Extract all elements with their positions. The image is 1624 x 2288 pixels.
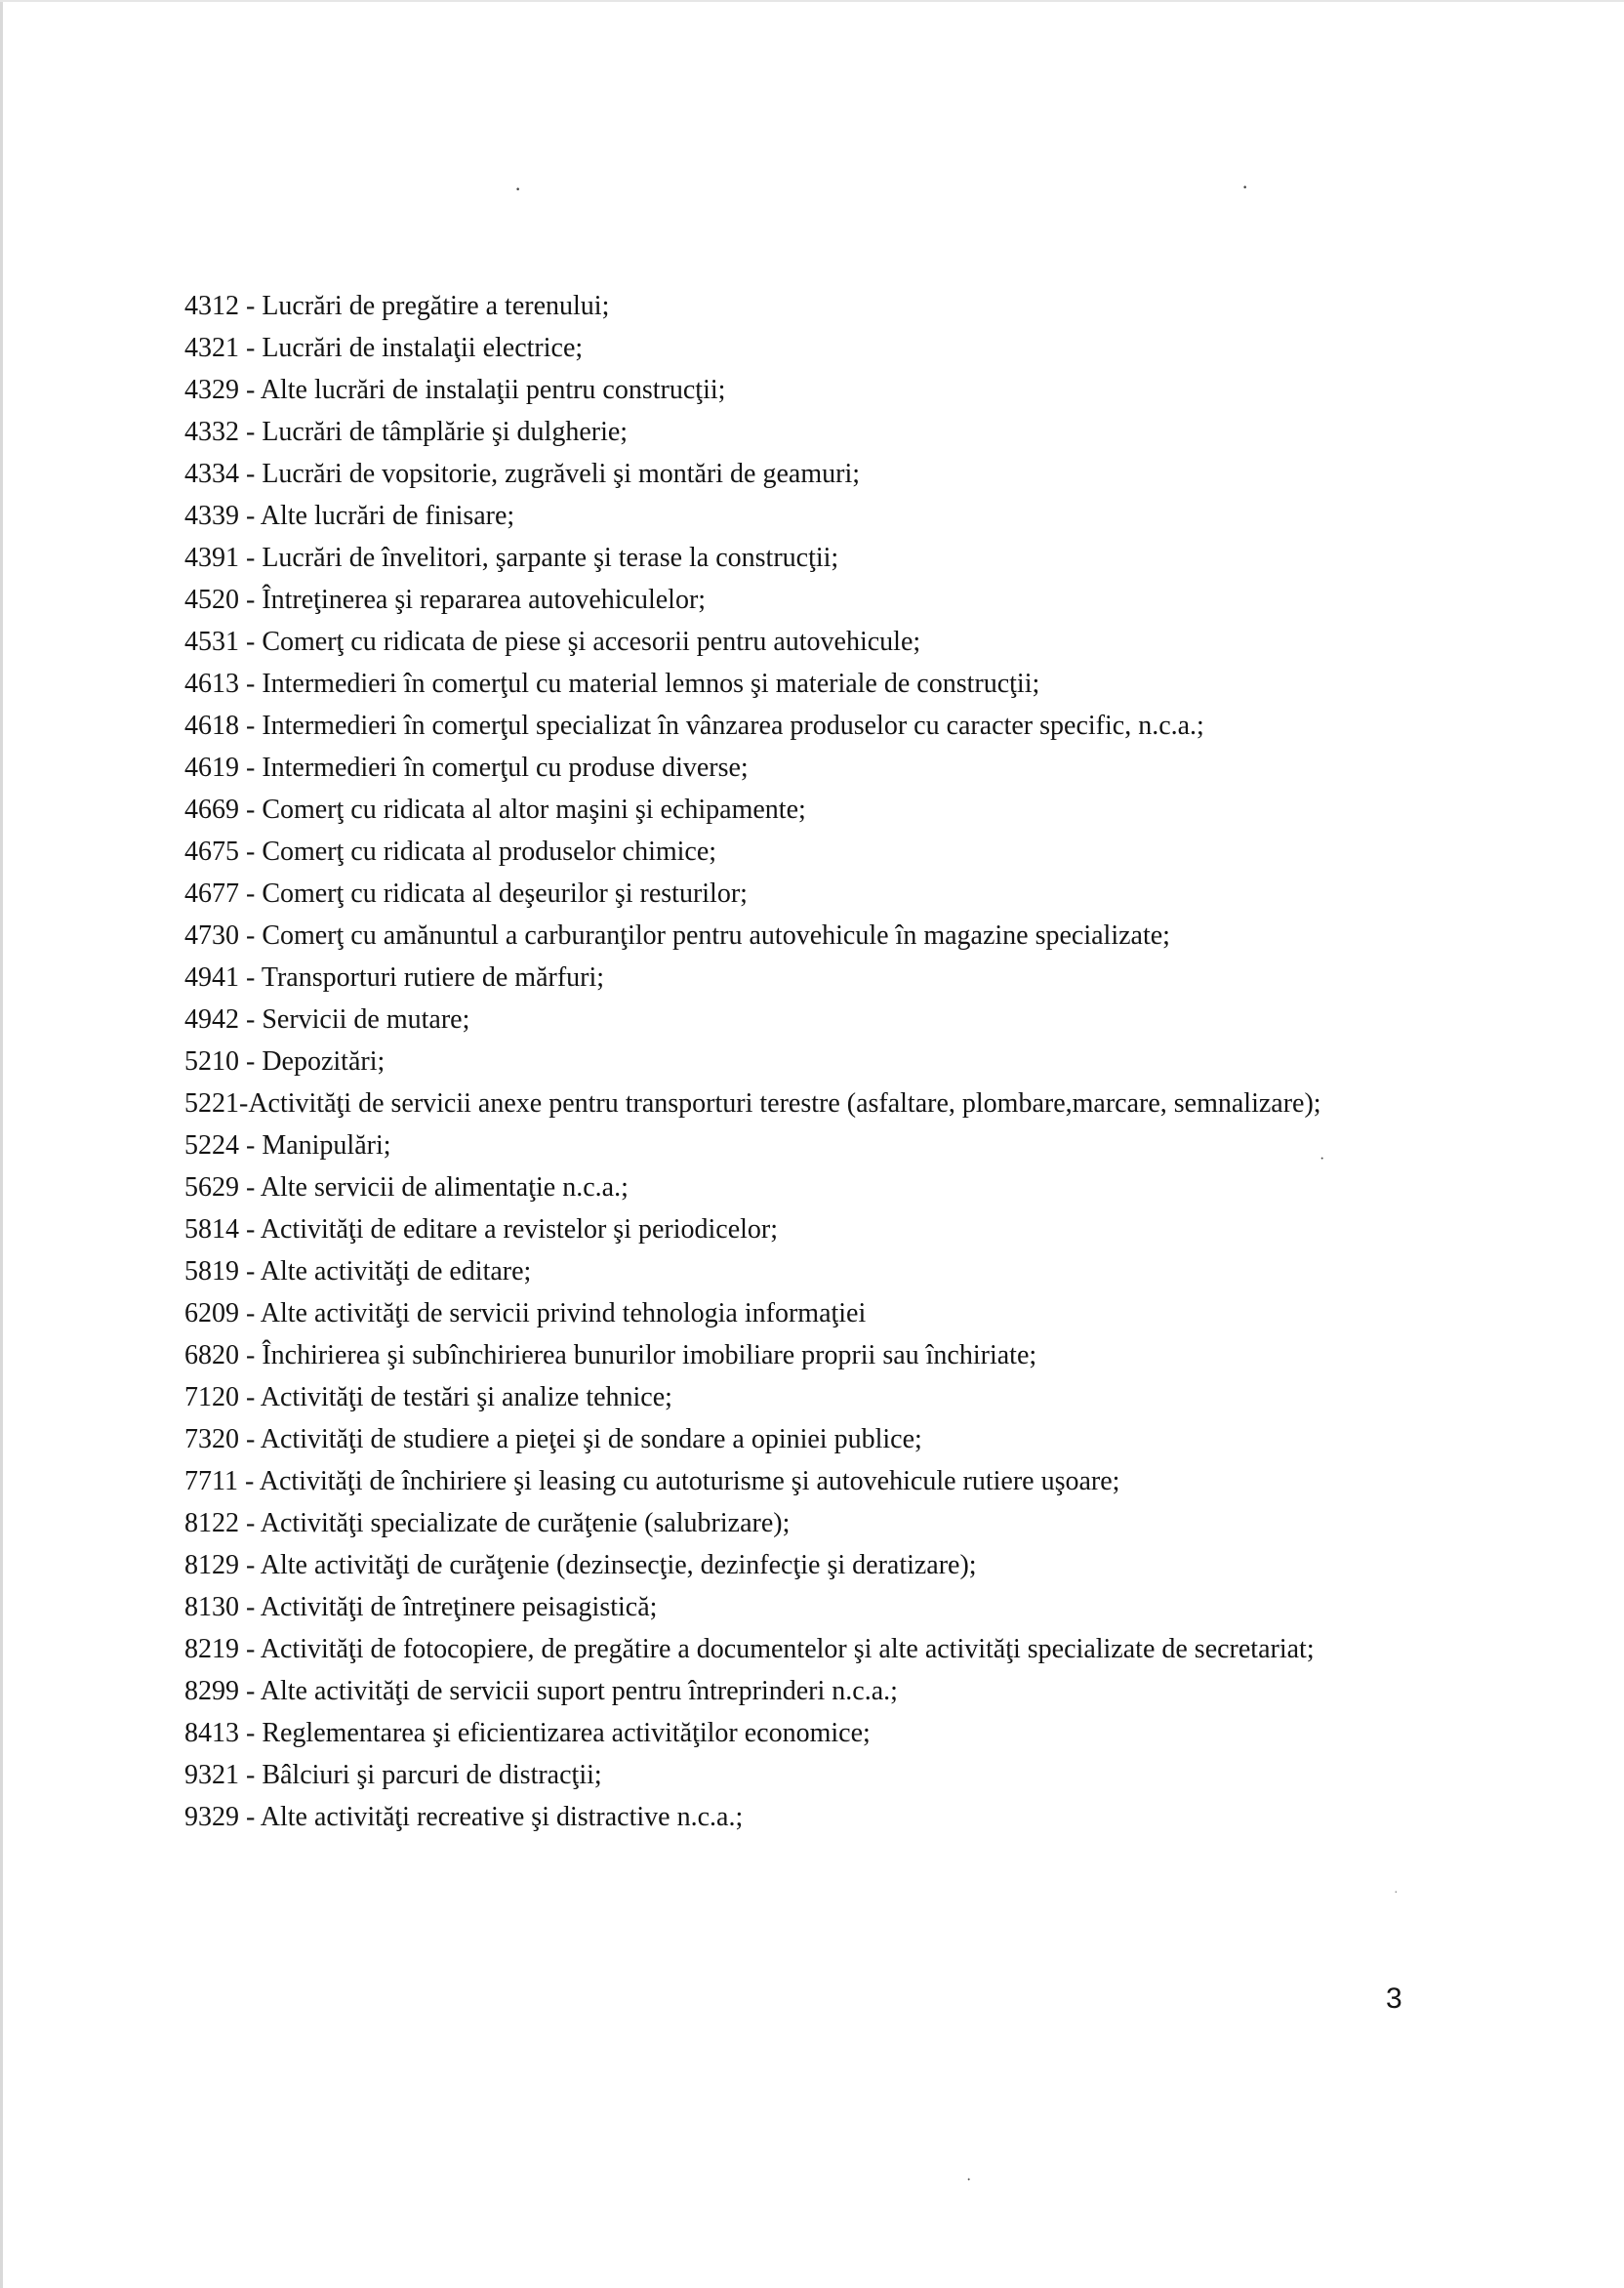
activity-entry-4942: 4942 - Servicii de mutare; xyxy=(184,1004,470,1035)
activity-entry-4941: 4941 - Transporturi rutiere de mărfuri; xyxy=(184,962,605,993)
activity-entry-7320: 7320 - Activităţi de studiere a pieţei şi de sondare a opiniei publice; xyxy=(184,1424,922,1454)
activity-entry-9329: 9329 - Alte activităţi recreative şi distractive n.c.a.; xyxy=(184,1802,744,1832)
activity-entry-9321: 9321 - Bâlciuri şi parcuri de distracţii; xyxy=(184,1760,602,1790)
activity-entry-5819: 5819 - Alte activităţi de editare; xyxy=(184,1256,532,1287)
scan-edge-top xyxy=(0,0,1624,2)
scan-mark: · xyxy=(966,2172,972,2188)
activity-entry-7120: 7120 - Activităţi de testări şi analize tehnice; xyxy=(184,1382,672,1412)
activity-entry-4329: 4329 - Alte lucrări de instalaţii pentru construcţii; xyxy=(184,375,726,405)
activity-entry-8219: 8219 - Activităţi de fotocopiere, de pregătire a documentelor şi alte activităţi specializate de secretariat; xyxy=(184,1634,1315,1664)
activity-entry-5210: 5210 - Depozitări; xyxy=(184,1046,386,1077)
activity-entry-8130: 8130 - Activităţi de întreţinere peisagistică; xyxy=(184,1592,658,1622)
activity-entry-4391: 4391 - Lucrări de învelitori, şarpante şi terase la construcţii; xyxy=(184,543,839,573)
activity-entry-4339: 4339 - Alte lucrări de finisare; xyxy=(184,501,515,531)
activity-entry-4613: 4613 - Intermedieri în comerţul cu material lemnos şi materiale de construcţii; xyxy=(184,669,1040,699)
activity-entry-8129: 8129 - Alte activităţi de curăţenie (dezinsecţie, dezinfecţie şi deratizare); xyxy=(184,1550,977,1580)
page-number: 3 xyxy=(1386,1982,1402,2015)
activity-entry-6820: 6820 - Închirierea şi subînchirierea bunurilor imobiliare proprii sau închiriate; xyxy=(184,1340,1037,1370)
activity-entry-4312: 4312 - Lucrări de pregătire a terenului; xyxy=(184,291,610,321)
scan-edge-left xyxy=(0,0,3,2288)
activity-entry-8122: 8122 - Activităţi specializate de curăţenie (salubrizare); xyxy=(184,1508,791,1538)
activity-entry-4332: 4332 - Lucrări de tâmplărie şi dulgherie; xyxy=(184,417,629,447)
activity-entry-4321: 4321 - Lucrări de instalaţii electrice; xyxy=(184,333,584,363)
activity-entry-4675: 4675 - Comerţ cu ridicata al produselor chimice; xyxy=(184,837,717,867)
activity-entry-4730: 4730 - Comerţ cu amănuntul a carburanţilor pentru autovehicule în magazine specializate; xyxy=(184,920,1170,951)
activity-entry-7711: 7711 - Activităţi de închiriere şi leasing cu autoturisme şi autovehicule rutiere uşoare; xyxy=(184,1466,1120,1496)
scan-mark: · xyxy=(1320,1151,1325,1167)
activity-entry-4618: 4618 - Intermedieri în comerţul specializat în vânzarea produselor cu caracter specific, n.c.a.; xyxy=(184,711,1204,741)
activity-entry-5814: 5814 - Activităţi de editare a revistelor şi periodicelor; xyxy=(184,1214,779,1245)
activity-entry-4520: 4520 - Întreţinerea şi repararea autovehiculelor; xyxy=(184,585,707,615)
activity-code-list xyxy=(184,285,1416,1838)
activity-entry-8299: 8299 - Alte activităţi de servicii suport pentru întreprinderi n.c.a.; xyxy=(184,1676,898,1706)
activity-entry-4619: 4619 - Intermedieri în comerţul cu produse diverse; xyxy=(184,753,749,783)
activity-entry-4334: 4334 - Lucrări de vopsitorie, zugrăveli şi montări de geamuri; xyxy=(184,459,861,489)
activity-entry-4677: 4677 - Comerţ cu ridicata al deşeurilor şi resturilor; xyxy=(184,878,748,909)
activity-entry-5224: 5224 - Manipulări; xyxy=(184,1130,391,1161)
scan-mark: · xyxy=(1241,175,1249,199)
activity-entry-5629: 5629 - Alte servicii de alimentaţie n.c.a.; xyxy=(184,1172,629,1203)
scan-mark: · xyxy=(1394,1886,1399,1900)
activity-entry-4669: 4669 - Comerţ cu ridicata al altor maşini şi echipamente; xyxy=(184,795,806,825)
activity-entry-5221: 5221-Activităţi de servicii anexe pentru transporturi terestre (asfaltare, plombare,marcare, semnalizare); xyxy=(184,1088,1321,1119)
activity-entry-4531: 4531 - Comerţ cu ridicata de piese şi accesorii pentru autovehicule; xyxy=(184,627,921,657)
activity-entry-8413: 8413 - Reglementarea şi eficientizarea activităţilor economice; xyxy=(184,1718,871,1748)
activity-entry-6209: 6209 - Alte activităţi de servicii privind tehnologia informaţiei xyxy=(184,1298,867,1328)
scan-mark: · xyxy=(514,177,522,201)
